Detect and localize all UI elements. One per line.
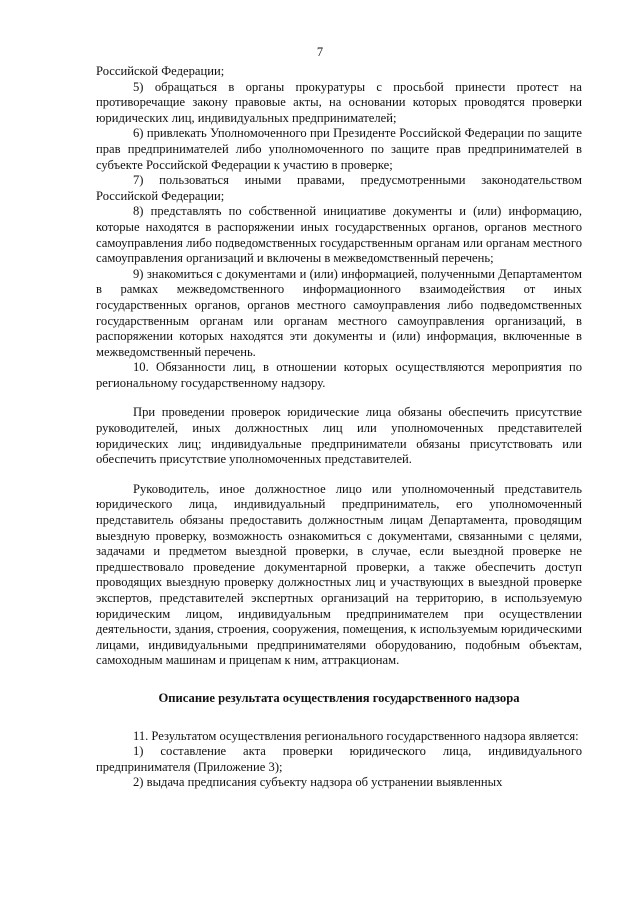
paragraph-obligations: При проведении проверок юридические лица обязаны обеспечить присутствие руководителей, иных должностных лиц или уполномоченных представителей юридических лиц; индивидуальные предприниматели обязаны присутствовать или обеспечить присутствие уполномоченных представителей. [96, 405, 582, 467]
paragraph-continuation: Российской Федерации; [96, 64, 225, 78]
paragraph-item-9: 9) знакомиться с документами и (или) информацией, полученными Департаментом в рамках межведомственного информационного взаимодействия от иных государственных органов, органов местного самоуправления либо подведомственных государственным органам или органам местного самоуправления организаций, в распоряжении которых находятся эти документы и (или) информация, включенные в межведомственный перечень. [96, 266, 582, 359]
paragraph-item-5: 5) обращаться в органы прокуратуры с просьбой принести протест на противоречащие закону правовые акты, на основании которых проводятся проверки юридических лиц, индивидуальных предпринимателей; [96, 79, 582, 125]
paragraph-item-7: 7) пользоваться иными правами, предусмотренными законодательством Российской Федерации; [96, 173, 582, 203]
paragraph-access: Руководитель, иное должностное лицо или уполномоченный представитель юридического лица, индивидуальный предприниматель, его уполномоченный представитель обязаны предоставить должностным лицам Департамента, проводящим выездную проверку, возможность ознакомиться с документами, связанными с целями, задачами и предметом выездной проверки, в случае, если выездной проверке не предшествовало проведение документарной проверки, а также обеспечить доступ проводящих выездную проверку должностных лиц и участвующих в выездной проверке экспертов, представителей экспертных организаций на территорию, в используемую юридическим лицом, индивидуальным предпринимателем при осуществлении деятельности, здания, строения, сооружения, помещения, к используемым юридическими лицами, индивидуальными предпринимателями оборудованию, подобным объектам, самоходным машинам и прицепам к ним, аттракционам. [96, 481, 582, 668]
section-heading: Описание результата осуществления государственного надзора [158, 690, 520, 705]
paragraph-clause-10: 10. Обязанности лиц, в отношении которых осуществляются мероприятия по региональному государственному надзору. [96, 360, 582, 390]
paragraph-result-2: 2) выдача предписания субъекту надзора об устранении выявленных [133, 775, 503, 790]
page-number: 7 [316, 45, 324, 59]
paragraph-item-8: 8) представлять по собственной инициативе документы и (или) информацию, которые находятся в распоряжении иных государственных органов, органов местного самоуправления либо подведомственных государственным органам или органам местного самоуправления организаций и включены в межведомственный перечень; [96, 204, 582, 266]
paragraph-clause-11: 11. Результатом осуществления регионального государственного надзора является: [133, 728, 579, 743]
document-body [96, 64, 582, 791]
paragraph-item-6: 6) привлекать Уполномоченного при Президенте Российской Федерации по защите прав предпринимателей либо уполномоченного по защите прав предпринимателей в субъекте Российской Федерации к участию в проверке; [96, 126, 582, 172]
paragraph-result-1: 1) составление акта проверки юридического лица, индивидуального предпринимателя (Приложение 3); [96, 744, 582, 774]
